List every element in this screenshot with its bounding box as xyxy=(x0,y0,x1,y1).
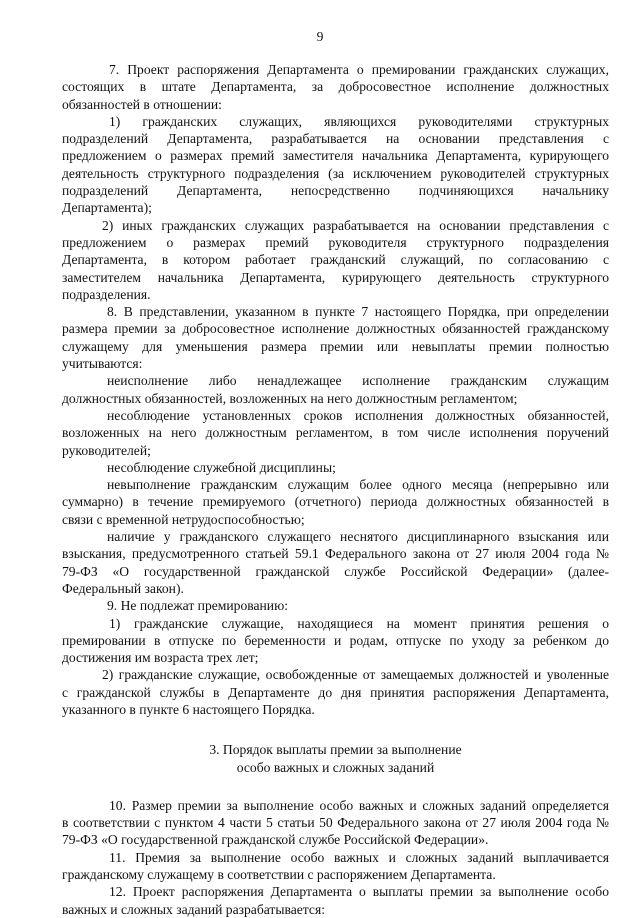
page-number: 9 xyxy=(316,29,324,44)
paragraph-line: Департамента); xyxy=(62,200,152,216)
paragraph-line: состоящих в штате Департамента, за добросовестное исполнение должностных xyxy=(62,79,609,95)
paragraph-line: должностных обязанностей, возложенных на него должностным регламентом; xyxy=(62,390,518,406)
section-heading-line: особо важных и сложных заданий xyxy=(236,759,435,775)
paragraph-line: достижения им возраста трех лет; xyxy=(62,650,259,666)
paragraph xyxy=(62,61,609,113)
paragraph-line: предложением о размерах премий руководителя структурного подразделения xyxy=(62,234,609,250)
paragraph xyxy=(62,849,609,884)
paragraph-line: неисполнение либо ненадлежащее исполнение гражданским служащим xyxy=(107,373,609,389)
paragraph-line: 2) гражданские служащие, освобожденные от замещаемых должностей и уволенные xyxy=(102,667,609,683)
paragraph-line: обязанностей в отношении: xyxy=(62,96,222,112)
paragraph-line: взыскания, предусмотренного статьей 59.1 Федерального закона от 27 июля 2004 года № xyxy=(62,546,609,562)
paragraph xyxy=(62,407,609,459)
paragraph-line: Федеральный закон). xyxy=(62,580,184,596)
paragraph-line: подразделений Департамента, непосредственно подчиняющихся начальнику xyxy=(62,183,609,199)
paragraph-line: 10. Размер премии за выполнение особо важных и сложных заданий определяется xyxy=(109,797,609,813)
paragraph-line: 8. В представлении, указанном в пункте 7 настоящего Порядка, при определении xyxy=(107,304,609,320)
paragraph-line: 79-ФЗ «О государственной гражданской службе Российской Федерации». xyxy=(62,832,489,848)
paragraph-line: 1) гражданские служащие, находящиеся на момент принятия решения о xyxy=(109,615,609,631)
paragraph xyxy=(62,666,609,718)
paragraphs-section-3 xyxy=(62,797,609,918)
paragraph-line: Департамента, в котором работает гражданский служащий, по согласованию с xyxy=(62,252,609,268)
paragraph-line: 79-ФЗ «О государственной гражданской службе Российской Федерации» (далее- xyxy=(62,563,609,579)
paragraph-line: несоблюдение служебной дисциплины; xyxy=(107,459,336,475)
paragraph-line: предложением о размерах премий заместителя начальника Департамента, курирующего xyxy=(62,148,609,164)
paragraph-line: служащему для уменьшения размера премии или невыплаты премии полностью xyxy=(62,338,609,354)
document-body xyxy=(62,61,609,918)
section-heading-line: 3. Порядок выплаты премии за выполнение xyxy=(209,742,462,758)
paragraph-line: указанного в пункте 6 настоящего Порядка. xyxy=(62,701,315,717)
paragraph xyxy=(62,217,609,303)
paragraph-line: наличие у гражданского служащего неснятого дисциплинарного взыскания или xyxy=(107,529,609,545)
paragraph-line: возложенных на него должностным регламентом, в том числе исполнения поручений xyxy=(62,425,609,441)
paragraph xyxy=(62,615,609,667)
paragraph-line: подразделений Департамента, разрабатывается на основании представления с xyxy=(62,131,609,147)
section-heading xyxy=(62,741,609,776)
paragraph-line: 9. Не подлежат премированию: xyxy=(107,598,288,614)
paragraph xyxy=(62,883,609,918)
paragraph-line: в соответствии с пунктом 4 части 5 статьи 50 Федерального закона от 27 июля 2004 года № xyxy=(62,815,609,831)
paragraph xyxy=(62,476,609,528)
paragraph-line: связи с временной нетрудоспособностью; xyxy=(62,511,305,527)
paragraphs-section-2 xyxy=(62,61,609,718)
paragraph xyxy=(62,372,609,407)
paragraph xyxy=(62,528,609,597)
paragraph-line: подразделения. xyxy=(62,286,151,302)
paragraph-line: премировании в отпуске по беременности и родам, отпуске по уходу за ребенком до xyxy=(62,632,609,648)
paragraph xyxy=(62,597,609,614)
paragraph-line: суммарно) в течение премируемого (отчетного) периода должностных обязанностей в xyxy=(62,494,609,510)
paragraph-line: размера премии за добросовестное исполнение должностных обязанностей гражданскому xyxy=(62,321,609,337)
paragraph-line: важных и сложных заданий разрабатывается: xyxy=(62,901,325,917)
paragraph-line: учитываются: xyxy=(62,356,143,372)
paragraph-line: 1) гражданских служащих, являющихся руководителями структурных xyxy=(109,113,609,129)
paragraph xyxy=(62,459,609,476)
paragraph xyxy=(62,113,609,217)
paragraph-line: деятельность структурного подразделения (за исключением руководителей структурных xyxy=(62,165,609,181)
paragraph-line: с гражданской службы в Департаменте до дня принятия распоряжения Департамента, xyxy=(62,684,609,700)
paragraph xyxy=(62,303,609,372)
paragraph-line: 7. Проект распоряжения Департамента о премировании гражданских служащих, xyxy=(109,62,609,77)
paragraph-line: 12. Проект распоряжения Департамента о выплаты премии за выполнение особо xyxy=(109,884,609,900)
paragraph-line: 11. Премия за выполнение особо важных и сложных заданий выплачивается xyxy=(109,849,609,865)
paragraph-line: заместителем начальника Департамента, курирующего деятельность структурного xyxy=(62,269,609,285)
paragraph xyxy=(62,797,609,849)
paragraph-line: несоблюдение установленных сроков исполнения должностных обязанностей, xyxy=(107,407,609,423)
paragraph-line: руководителей; xyxy=(62,442,151,458)
paragraph-line: 2) иных гражданских служащих разрабатывается на основании представления с xyxy=(102,217,609,233)
paragraph-line: гражданскому служащему в соответствии с распоряжением Департамента. xyxy=(62,867,496,883)
paragraph-line: невыполнение гражданским служащим более одного месяца (непрерывно или xyxy=(107,477,609,493)
